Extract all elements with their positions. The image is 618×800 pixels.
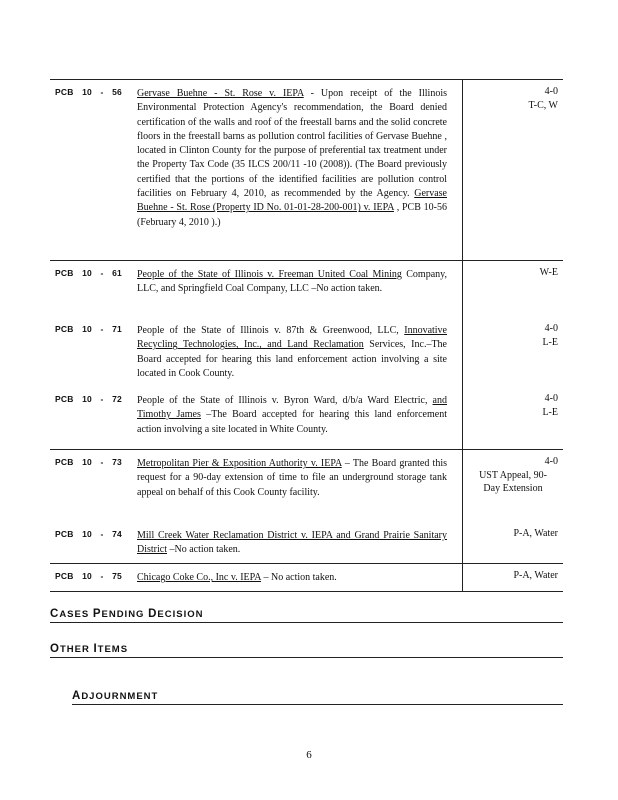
case-body: Company, LLC, and Springfield Coal Company, LLC –No action taken. (137, 269, 447, 295)
case-description (137, 317, 447, 381)
case-description (137, 387, 447, 437)
case-body: - Upon receipt of the Illinois Environmental Protection Agency's recommendation, the Board denied certification of the walls and roof of the freestall barns and the solid concrete floors in the freestall barns as pollution control facilities of Gervase Buehne , located in Clinton County for the purpose of preferential tax treatment under the Property Tax Code (35 ILCS 200/11 -10 (2008)). (The Board previously certified that the portions of the identified facilities are pollution control facilities on February 4, 2010, as recommended by the Agency. (137, 88, 447, 200)
section-heading-other-items (50, 643, 563, 658)
heading-rest: ASES (59, 609, 93, 620)
heading-rest: ENDING (101, 609, 149, 620)
vote-line: 4-0 (544, 323, 558, 334)
case-body: – The Board granted this request for a 90-day extension of time to file an underground storage tank appeal on behalf of this Cook County facility. (137, 458, 447, 498)
case-body: –No action taken. (167, 544, 241, 556)
case-title: People of the State of Illinois v. Freeman United Coal Mining (137, 269, 402, 280)
table-row (50, 450, 563, 522)
table-row-group (50, 563, 563, 592)
case-number: PCB 10 - 61 (55, 268, 122, 278)
heading-rest: DJOURNMENT (81, 691, 159, 702)
section-heading-adjournment (72, 690, 563, 705)
case-number: PCB 10 - 71 (55, 324, 122, 334)
heading-cap: C (50, 608, 60, 620)
vote-cell (468, 85, 558, 112)
case-description (137, 80, 447, 230)
vote-line: 4-0 (544, 393, 558, 404)
vote-cell (468, 392, 558, 419)
case-description (137, 522, 447, 558)
section-heading-cases-pending (50, 608, 563, 623)
case-title: Gervase Buehne - St. Rose v. IEPA (137, 88, 304, 99)
vote-line: P-A, Water (513, 528, 558, 539)
case-description (137, 261, 447, 297)
table-row (50, 387, 563, 447)
table-row (50, 564, 563, 585)
table-row-group (50, 449, 563, 563)
vote-line: UST Appeal, 90- (479, 469, 547, 481)
vote-line: P-A, Water (513, 570, 558, 581)
vote-line: L-E (542, 406, 558, 418)
table-row (50, 80, 563, 230)
vote-cell (468, 266, 558, 280)
table-row-group (50, 79, 563, 260)
heading-cap: A (72, 690, 82, 702)
case-prefix: People of the State of Illinois v. Byron Ward, d/b/a Ward Electric, (137, 395, 433, 406)
case-number: PCB 10 - 74 (55, 529, 122, 539)
case-title: Mill Creek Water Reclamation District v. IEPA and Grand Prairie Sanitary District (137, 530, 447, 556)
case-title: Chicago Coke Co., Inc v. IEPA (137, 572, 261, 583)
case-table (50, 79, 563, 592)
case-number: PCB 10 - 75 (55, 571, 122, 581)
case-description (137, 450, 447, 500)
table-row-group (50, 260, 563, 449)
vote-cell (468, 527, 558, 541)
table-row (50, 522, 563, 563)
heading-rest: THER (59, 644, 94, 655)
case-body: – No action taken. (260, 572, 337, 583)
vote-cell (468, 322, 558, 349)
vote-line: T-C, W (528, 99, 558, 111)
case-body: Services, Inc.–The Board accepted for hearing this land enforcement action involving a site located in Cook County. (137, 339, 447, 379)
heading-rest: TEMS (97, 644, 129, 655)
case-description (137, 564, 447, 585)
table-row (50, 317, 563, 387)
case-body: –The Board accepted for hearing this land enforcement action involving a site located in White County. (137, 409, 447, 435)
heading-cap: O (50, 643, 60, 655)
case-title: Metropolitan Pier & Exposition Authority v. IEPA (137, 458, 342, 469)
case-citation: Gervase Buehne - St. Rose (Property ID No. 01-01-28-200-001) v. IEPA (137, 188, 447, 214)
case-prefix: People of the State of Illinois v. 87th & Greenwood, LLC, (137, 325, 405, 336)
vote-line: 4-0 (544, 86, 558, 97)
heading-cap: I (93, 643, 98, 655)
case-number: PCB 10 - 73 (55, 457, 122, 467)
case-number: PCB 10 - 72 (55, 394, 122, 404)
heading-cap: D (148, 608, 158, 620)
vote-cell (468, 569, 558, 583)
heading-rest: ECISION (157, 609, 204, 620)
case-title: and Timothy James (137, 395, 447, 421)
vote-line: Day Extension (483, 483, 543, 495)
heading-cap: P (92, 608, 102, 620)
case-number: PCB 10 - 56 (55, 87, 122, 97)
vote-line: 4-0 (544, 456, 558, 467)
vote-line: L-E (542, 336, 558, 348)
page-number: 6 (306, 749, 312, 761)
table-row (50, 261, 563, 317)
case-title: Innovative Recycling Technologies, Inc., and Land Reclamation (137, 325, 447, 351)
vote-line: W-E (539, 267, 558, 278)
vote-cell (468, 455, 558, 496)
case-citation-tail: , PCB 10-56 (February 4, 2010 ).) (137, 202, 447, 228)
